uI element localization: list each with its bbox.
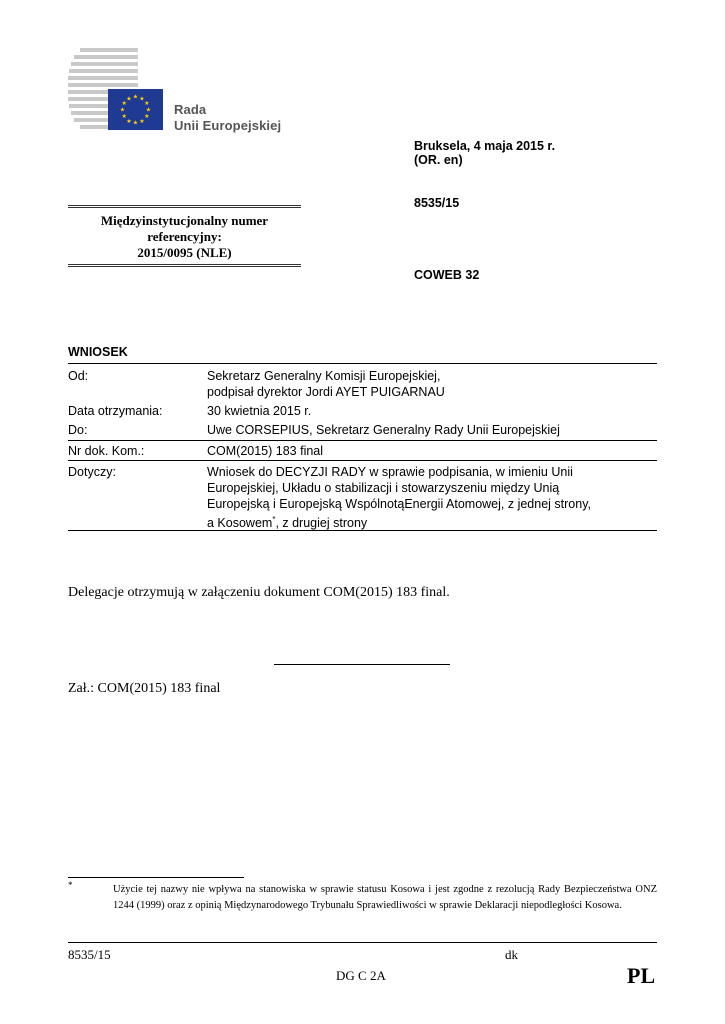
subject-line4 bbox=[207, 512, 657, 531]
footer-dg: DG C 2A bbox=[336, 968, 386, 983]
received-value: 30 kwietnia 2015 r. bbox=[207, 404, 312, 418]
subject-label: Dotyczy: bbox=[68, 465, 116, 479]
flag-star-icon: ★ bbox=[126, 117, 132, 125]
footnote-separator bbox=[68, 877, 244, 878]
reference-line3: 2015/0095 (NLE) bbox=[137, 245, 232, 260]
divider bbox=[68, 440, 657, 441]
divider bbox=[68, 205, 301, 206]
logo-stripe bbox=[74, 118, 108, 122]
reference-line2: referencyjny: bbox=[147, 229, 222, 244]
divider bbox=[68, 363, 657, 364]
footnote-ref: * bbox=[272, 515, 276, 524]
logo-stripe bbox=[71, 62, 138, 66]
flag-star-icon: ★ bbox=[139, 95, 145, 103]
flag-star-icon: ★ bbox=[132, 119, 139, 127]
place-date: Bruksela, 4 maja 2015 r. bbox=[414, 139, 556, 153]
separator-line bbox=[274, 664, 450, 665]
coweb-code: COWEB 32 bbox=[414, 268, 480, 282]
reference-line1: Międzyinstytucjonalny numer bbox=[100, 213, 269, 228]
logo-stripe bbox=[80, 48, 138, 52]
body-paragraph: Delegacje otrzymują w załączeniu dokument COM(2015) 183 final. bbox=[68, 585, 450, 600]
footer-initials: dk bbox=[505, 947, 518, 962]
divider bbox=[68, 264, 301, 265]
logo-org-line1: Rada bbox=[174, 102, 207, 117]
doc-number: 8535/15 bbox=[414, 196, 460, 210]
subject-line4a: a Kosowem bbox=[207, 516, 273, 531]
eu-flag-icon bbox=[108, 89, 163, 130]
document-type-title: WNIOSEK bbox=[68, 345, 128, 359]
reference-text bbox=[68, 213, 301, 261]
logo-stripe bbox=[80, 125, 108, 129]
flag-star-icon: ★ bbox=[139, 117, 145, 125]
logo-org-line2: Unii Europejskiej bbox=[174, 118, 282, 133]
flag-star-icon: ★ bbox=[144, 100, 150, 108]
reference-box bbox=[68, 205, 301, 268]
to-label: Do: bbox=[68, 423, 88, 437]
logo-stripe bbox=[68, 76, 138, 80]
subject-line2: Europejskiej, Układu o stabilizacji i stowarzyszeniu między Unią bbox=[207, 481, 560, 495]
logo-stripe bbox=[69, 69, 138, 73]
divider bbox=[68, 207, 301, 208]
divider bbox=[68, 530, 657, 531]
subject-line4b: , z drugiej strony bbox=[275, 516, 368, 531]
flag-star-icon: ★ bbox=[121, 100, 127, 108]
logo-stripe bbox=[69, 104, 108, 108]
received-label: Data otrzymania: bbox=[68, 404, 163, 418]
original-language: (OR. en) bbox=[414, 153, 463, 167]
divider bbox=[68, 460, 657, 461]
logo-stripe bbox=[68, 83, 138, 87]
footer-rule bbox=[68, 942, 657, 943]
subject-line1: Wniosek do DECYZJI RADY w sprawie podpisania, w imieniu Unii bbox=[207, 465, 573, 479]
to-value: Uwe CORSEPIUS, Sekretarz Generalny Rady Unii Europejskiej bbox=[207, 423, 560, 437]
council-logo bbox=[68, 48, 308, 132]
logo-stripe bbox=[74, 55, 138, 59]
subject-line3: Europejską i Europejską WspólnotąEnergii Atomowej, z jednej strony, bbox=[207, 497, 591, 511]
footnote-mark: * bbox=[68, 880, 73, 890]
attachment-note: Zał.: COM(2015) 183 final bbox=[68, 681, 221, 696]
com-number-label: Nr dok. Kom.: bbox=[68, 444, 145, 458]
flag-star-icon: ★ bbox=[132, 93, 139, 101]
flag-star-icon: ★ bbox=[145, 106, 152, 114]
logo-stripe bbox=[68, 90, 108, 94]
from-value-line2: podpisał dyrektor Jordi AYET PUIGARNAU bbox=[207, 385, 445, 399]
footer-language: PL bbox=[627, 963, 656, 988]
divider bbox=[68, 266, 301, 267]
footer-doc-number: 8535/15 bbox=[68, 947, 111, 962]
from-label: Od: bbox=[68, 369, 89, 383]
footnote-text: Użycie tej nazwy nie wpływa na stanowiska w sprawie statusu Kosowa i jest zgodne z rezolucją Rady Bezpieczeństwa ONZ 1244 (1999) oraz z opinią Międzynarodowego Trybunału Sprawiedliwości w sprawie Deklaracji niepodległości Kosowa. bbox=[113, 884, 657, 911]
from-value-line1: Sekretarz Generalny Komisji Europejskiej, bbox=[207, 369, 441, 383]
logo-stripe bbox=[71, 111, 108, 115]
logo-stripe bbox=[68, 97, 108, 101]
flag-star-icon: ★ bbox=[121, 113, 127, 121]
flag-star-icon: ★ bbox=[119, 106, 126, 114]
flag-star-icon: ★ bbox=[126, 95, 132, 103]
flag-star-icon: ★ bbox=[144, 113, 150, 121]
com-number-value: COM(2015) 183 final bbox=[207, 444, 324, 458]
